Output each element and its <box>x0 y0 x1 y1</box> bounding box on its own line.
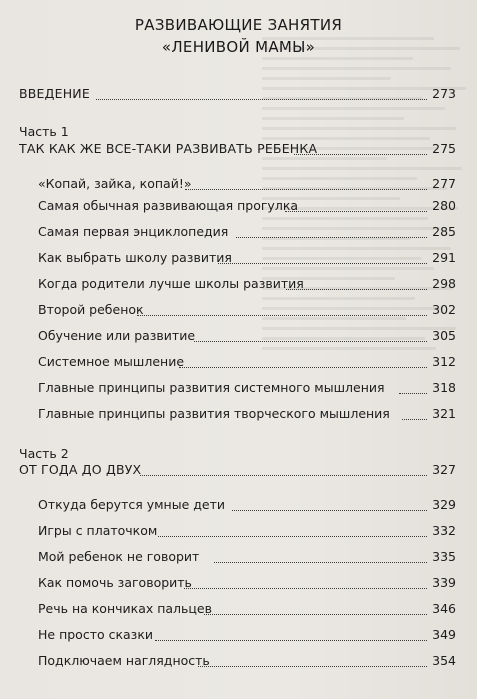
toc-entry-page: 335 <box>432 549 456 564</box>
toc-entry-page: 302 <box>432 302 456 317</box>
dot-leader <box>294 154 427 155</box>
dot-leader <box>214 562 427 563</box>
toc-entry-page: 339 <box>432 575 456 590</box>
toc-entry-row[interactable] <box>0 302 477 322</box>
toc-entry-title: Мой ребенок не говорит <box>38 549 200 564</box>
toc-entry-page: 346 <box>432 601 456 616</box>
toc-intro-page: 273 <box>432 86 456 101</box>
toc-entry-page: 332 <box>432 523 456 538</box>
dot-leader <box>218 263 427 264</box>
book-title-line-2: «ЛЕНИВОЙ МАМЫ» <box>161 38 316 56</box>
toc-entry-page: 277 <box>432 176 456 191</box>
part-1-page: 275 <box>432 141 456 156</box>
dot-leader <box>185 189 427 190</box>
toc-entry-row[interactable] <box>0 406 477 426</box>
toc-entry-title: Когда родители лучше школы развития <box>38 276 304 291</box>
toc-entry-row[interactable] <box>0 354 477 374</box>
toc-entry-row[interactable] <box>0 523 477 543</box>
toc-entry-title: Обучение или развитие <box>38 328 196 343</box>
toc-entry-row[interactable] <box>0 575 477 595</box>
toc-entry-row[interactable] <box>0 653 477 673</box>
toc-entry-title: Как выбрать школу развития <box>38 250 232 265</box>
toc-entry-page: 298 <box>432 276 456 291</box>
toc-entry-row[interactable] <box>0 176 477 196</box>
dot-leader <box>158 536 427 537</box>
toc-entry-row[interactable] <box>0 276 477 296</box>
part-1-title: ТАК КАК ЖЕ ВСЕ-ТАКИ РАЗВИВАТЬ РЕБЕНКА <box>19 141 318 156</box>
toc-entry-row[interactable] <box>0 224 477 244</box>
toc-entry-title: Системное мышление <box>38 354 185 369</box>
toc-entry-title: Откуда берутся умные дети <box>38 497 225 512</box>
toc-entry-page: 285 <box>432 224 456 239</box>
toc-entry-title: Речь на кончиках пальцев <box>38 601 212 616</box>
toc-entry-title: Как помочь заговорить <box>38 575 192 590</box>
toc-entry-row[interactable] <box>0 380 477 400</box>
book-title-line-1: РАЗВИВАЮЩИЕ ЗАНЯТИЯ <box>134 16 343 34</box>
toc-entry-title: «Копай, зайка, копай!» <box>38 176 192 191</box>
toc-entry-page: 321 <box>432 406 456 421</box>
dot-leader <box>286 289 427 290</box>
dot-leader <box>198 666 427 667</box>
part-1-title-row[interactable] <box>0 141 477 161</box>
toc-entry-page: 349 <box>432 627 456 642</box>
toc-entry-row[interactable] <box>0 328 477 348</box>
toc-entry-title: Не просто сказки <box>38 627 153 642</box>
toc-entry-row[interactable] <box>0 250 477 270</box>
toc-entry-title: Самая первая энциклопедия <box>38 224 229 239</box>
toc-entry-title: Игры с платочком <box>38 523 158 538</box>
toc-entry-title: Самая обычная развивающая прогулка <box>38 198 299 213</box>
toc-entry-row[interactable] <box>0 601 477 621</box>
toc-entry-row[interactable] <box>0 497 477 517</box>
dot-leader <box>140 475 427 476</box>
part-2-page: 327 <box>432 462 456 477</box>
toc-entry-page: 305 <box>432 328 456 343</box>
toc-entry-page: 329 <box>432 497 456 512</box>
part-2-label: Часть 2 <box>19 446 69 461</box>
toc-entry-page: 312 <box>432 354 456 369</box>
toc-entry-title: Главные принципы развития творческого мышления <box>38 406 390 421</box>
dot-leader <box>184 588 427 589</box>
toc-entry-title: Главные принципы развития системного мышления <box>38 380 385 395</box>
toc-entry-row[interactable] <box>0 198 477 218</box>
dot-leader <box>137 315 427 316</box>
dot-leader <box>236 237 427 238</box>
dot-leader <box>204 614 427 615</box>
toc-entry-row[interactable] <box>0 627 477 647</box>
toc-entry-title: Второй ребенок <box>38 302 144 317</box>
dot-leader <box>232 510 427 511</box>
toc-entry-page: 291 <box>432 250 456 265</box>
toc-entry-page: 354 <box>432 653 456 668</box>
toc-entry-page: 280 <box>432 198 456 213</box>
dot-leader <box>402 419 427 420</box>
toc-entry-row[interactable] <box>0 549 477 569</box>
toc-intro-label: ВВЕДЕНИЕ <box>19 86 90 101</box>
part-2-title-row[interactable] <box>0 462 477 482</box>
dot-leader <box>155 640 427 641</box>
dot-leader <box>399 393 427 394</box>
toc-entry-page: 318 <box>432 380 456 395</box>
dot-leader <box>179 367 427 368</box>
toc-intro-row[interactable] <box>0 86 477 106</box>
dot-leader <box>194 341 427 342</box>
dot-leader <box>96 99 427 100</box>
toc-entry-title: Подключаем наглядность <box>38 653 210 668</box>
dot-leader <box>285 211 427 212</box>
part-2-title: ОТ ГОДА ДО ДВУХ <box>19 462 142 477</box>
part-1-label: Часть 1 <box>19 124 69 139</box>
